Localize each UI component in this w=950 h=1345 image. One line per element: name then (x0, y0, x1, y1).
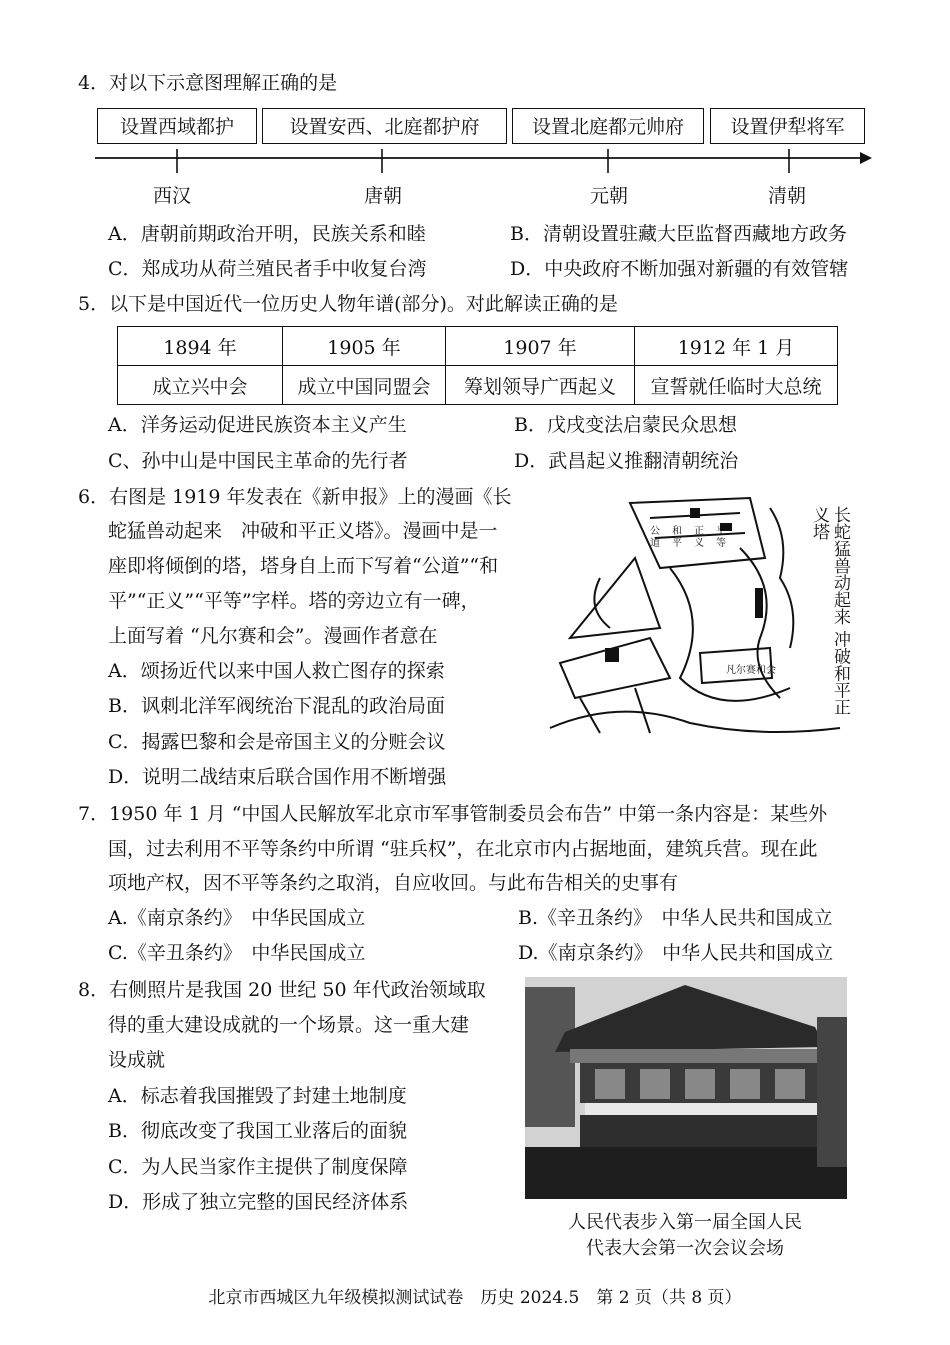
q6-option-b: B．讽刺北洋军阀统治下混乱的政治局面 (108, 695, 445, 717)
q8-option-b: B．彻底改变了我国工业落后的面貌 (108, 1120, 407, 1142)
q7-stem-line-2: 国，过去利用不平等条约中所谓 “驻兵权”，在北京市内占据地面，建筑兵营。现在此 (108, 838, 818, 860)
cartoon-tower-word: 正义 (694, 526, 704, 549)
page-footer: 北京市西城区九年级模拟测试试卷 历史 2024.5 第 2 页（共 8 页） (208, 1288, 742, 1308)
cartoon-tower-word: 和平 (672, 526, 682, 549)
q8-option-a: A．标志着我国摧毁了封建土地制度 (108, 1085, 407, 1107)
q8-photo-caption-line-2: 代表大会第一次会议会场 (586, 1238, 784, 1259)
q8-option-c: C．为人民当家作主提供了制度保障 (108, 1156, 408, 1178)
table-cell-year: 1905 年 (283, 327, 446, 366)
q5-option-d: D．武昌起义推翻清朝统治 (514, 450, 739, 472)
q7-option-c: C.《辛丑条约》 中华民国成立 (108, 942, 366, 964)
q4-stem: 4．对以下示意图理解正确的是 (78, 72, 338, 94)
q4-option-a: A．唐朝前期政治开明，民族关系和睦 (108, 223, 426, 245)
q7-option-d: D.《南京条约》 中华人民共和国成立 (518, 942, 834, 964)
era-label-xihan: 西汉 (153, 185, 192, 207)
table-cell-year: 1907 年 (446, 327, 635, 366)
q6-stem-line-3: 座即将倾倒的塔，塔身自上而下写着“公道”“和 (108, 555, 499, 577)
era-label-qing: 清朝 (768, 185, 807, 207)
table-cell-event: 成立兴中会 (118, 366, 283, 405)
q8-stem-line-2: 得的重大建设成就的一个场景。这一重大建 (108, 1014, 470, 1036)
q5-option-c: C、孙中山是中国民主革命的先行者 (108, 450, 408, 472)
q6-cartoon (540, 488, 860, 748)
q8-photo (525, 977, 847, 1199)
q4-option-b: B．清朝设置驻藏大臣监督西藏地方政务 (510, 223, 847, 245)
cartoon-tower-word: 公道 (650, 526, 660, 549)
cartoon-tower-word: 平等 (716, 526, 726, 549)
timeline-box-3: 设置北庭都元帅府 (512, 108, 704, 144)
cartoon-stele-text: 凡尔赛和会 (726, 665, 776, 676)
q4-option-d: D．中央政府不断加强对新疆的有效管辖 (510, 258, 849, 280)
photo-drawing (525, 977, 847, 1199)
table-cell-event: 筹划领导广西起义 (446, 366, 635, 405)
q6-stem-line-1: 6．右图是 1919 年发表在《新申报》上的漫画《长 (78, 486, 512, 508)
era-label-tang: 唐朝 (364, 185, 403, 207)
table-cell-year: 1894 年 (118, 327, 283, 366)
q7-option-b: B.《辛丑条约》 中华人民共和国成立 (518, 907, 833, 929)
table-cell-year: 1912 年 1 月 (635, 327, 838, 366)
q7-stem-line-3: 项地产权，因不平等条约之取消，自应收回。与此布告相关的史事有 (108, 872, 679, 894)
q6-stem-line-2: 蛇猛兽动起来 冲破和平正义塔》。漫画中是一 (108, 520, 498, 542)
q6-stem-line-4: 平”“正义”“平等”字样。塔的旁边立有一碑， (108, 590, 480, 612)
timeline-box-4: 设置伊犁将军 (710, 108, 865, 144)
timeline-box-1: 设置西域都护 (97, 108, 257, 144)
q8-option-d: D．形成了独立完整的国民经济体系 (108, 1191, 409, 1213)
q6-option-c: C．揭露巴黎和会是帝国主义的分赃会议 (108, 731, 446, 753)
era-label-yuan: 元朝 (590, 185, 629, 207)
table-row (118, 366, 838, 405)
q8-stem-line-3: 设成就 (108, 1049, 166, 1071)
q6-stem-line-5: 上面写着 “凡尔赛和会”。漫画作者意在 (108, 625, 438, 647)
q5-chronology-table (117, 326, 838, 405)
table-cell-event: 宣誓就任临时大总统 (635, 366, 838, 405)
table-cell-event: 成立中国同盟会 (283, 366, 446, 405)
q5-option-b: B．戊戌变法启蒙民众思想 (514, 414, 737, 436)
q7-option-a: A.《南京条约》 中华民国成立 (108, 907, 366, 929)
q6-option-d: D．说明二战结束后联合国作用不断增强 (108, 766, 447, 788)
q5-option-a: A．洋务运动促进民族资本主义产生 (108, 414, 407, 436)
q4-option-c: C．郑成功从荷兰殖民者手中收复台湾 (108, 258, 427, 280)
timeline-axis (90, 145, 880, 175)
q5-stem: 5．以下是中国近代一位历史人物年谱(部分)。对此解读正确的是 (78, 293, 618, 315)
cartoon-title-vertical: 长蛇猛兽动起来 冲破和平正义塔 (809, 506, 850, 716)
q8-stem-line-1: 8．右侧照片是我国 20 世纪 50 年代政治领域取 (78, 979, 486, 1001)
timeline-box-2: 设置安西、北庭都护府 (262, 108, 507, 144)
table-row (118, 327, 838, 366)
q7-stem-line-1: 7．1950 年 1 月 “中国人民解放军北京市军事管制委员会布告” 中第一条内容是：某些外 (78, 803, 828, 825)
q6-option-a: A．颂扬近代以来中国人救亡图存的探索 (108, 660, 445, 682)
q8-photo-caption-line-1: 人民代表步入第一届全国人民 (568, 1212, 802, 1233)
